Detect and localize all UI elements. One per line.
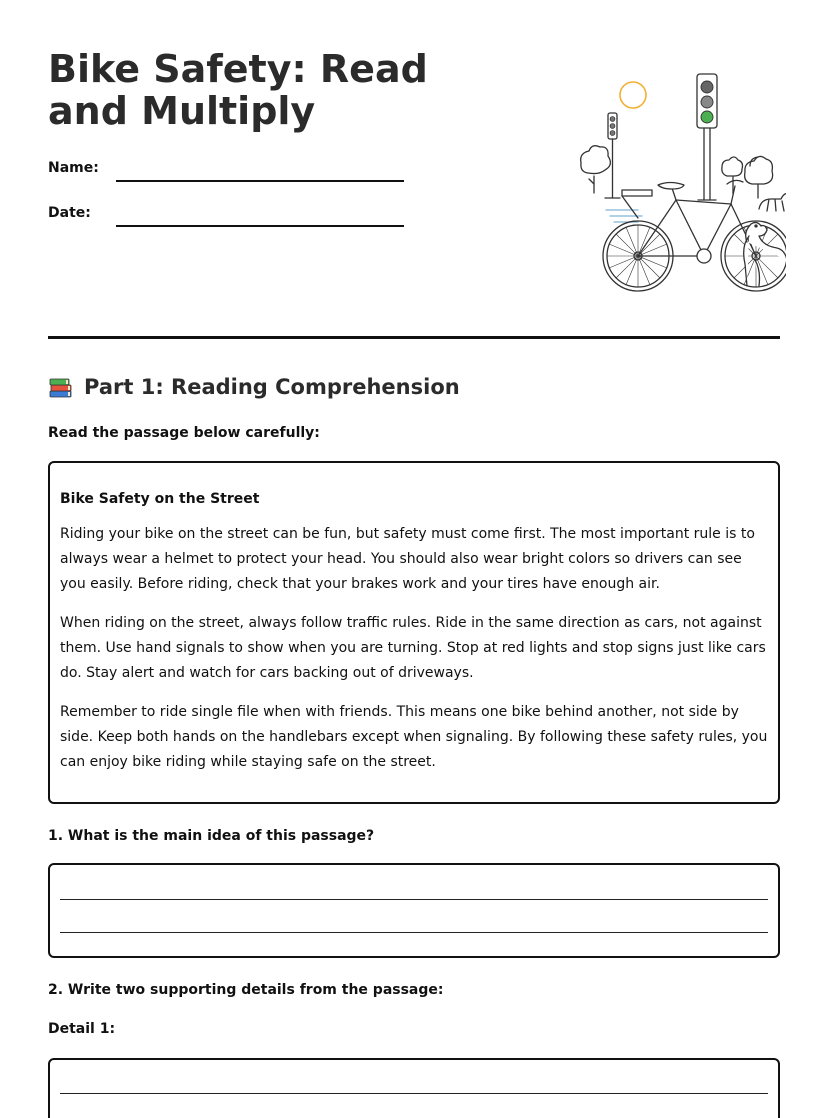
- answer-box-detail-1[interactable]: [48, 1058, 780, 1118]
- worksheet-title: Bike Safety: Read and Multiply: [48, 47, 428, 133]
- answer-line: [60, 932, 768, 933]
- answer-line: [60, 899, 768, 900]
- part1-heading: [48, 374, 460, 400]
- date-write-line[interactable]: [116, 225, 404, 227]
- worksheet-header: [48, 48, 780, 298]
- part1-heading-text: Part 1: Reading Comprehension: [84, 375, 460, 399]
- passage-paragraph: When riding on the street, always follow traffic rules. Ride in the same direction as cars, not against them. Use hand signals to show when you are turning. Stop at red lights and stop signs just like cars do. Stay alert and watch for cars backing out of driveways.: [60, 615, 766, 681]
- date-label: Date:: [48, 205, 91, 221]
- passage-paragraph: Riding your bike on the street can be fun, but safety must come first. The most important rule is to always wear a helmet to protect your head. You should also wear bright colors so drivers can see you easily. Before riding, check that your brakes work and your tires have enough air.: [60, 526, 755, 592]
- name-field: [48, 160, 408, 184]
- answer-line: [60, 1093, 768, 1094]
- detail-1-label: Detail 1:: [48, 1021, 116, 1037]
- question-2: 2. Write two supporting details from the passage:: [48, 982, 444, 998]
- passage-instruction: Read the passage below carefully:: [48, 425, 320, 441]
- question-1: 1. What is the main idea of this passage?: [48, 828, 375, 844]
- header-divider: [48, 336, 780, 339]
- books-icon: [48, 374, 74, 400]
- answer-box-1[interactable]: [48, 863, 780, 958]
- date-field: [48, 205, 408, 229]
- reading-passage: [48, 461, 780, 804]
- name-write-line[interactable]: [116, 180, 404, 182]
- passage-title: Bike Safety on the Street: [60, 491, 260, 507]
- passage-paragraph: Remember to ride single file when with friends. This means one bike behind another, not side by side. Keep both hands on the handlebars except when signaling. By following these safety rules, you can enjoy bike riding while staying safe on the street.: [60, 704, 768, 770]
- name-label: Name:: [48, 160, 99, 176]
- bike-street-scene-illustration: [526, 68, 786, 303]
